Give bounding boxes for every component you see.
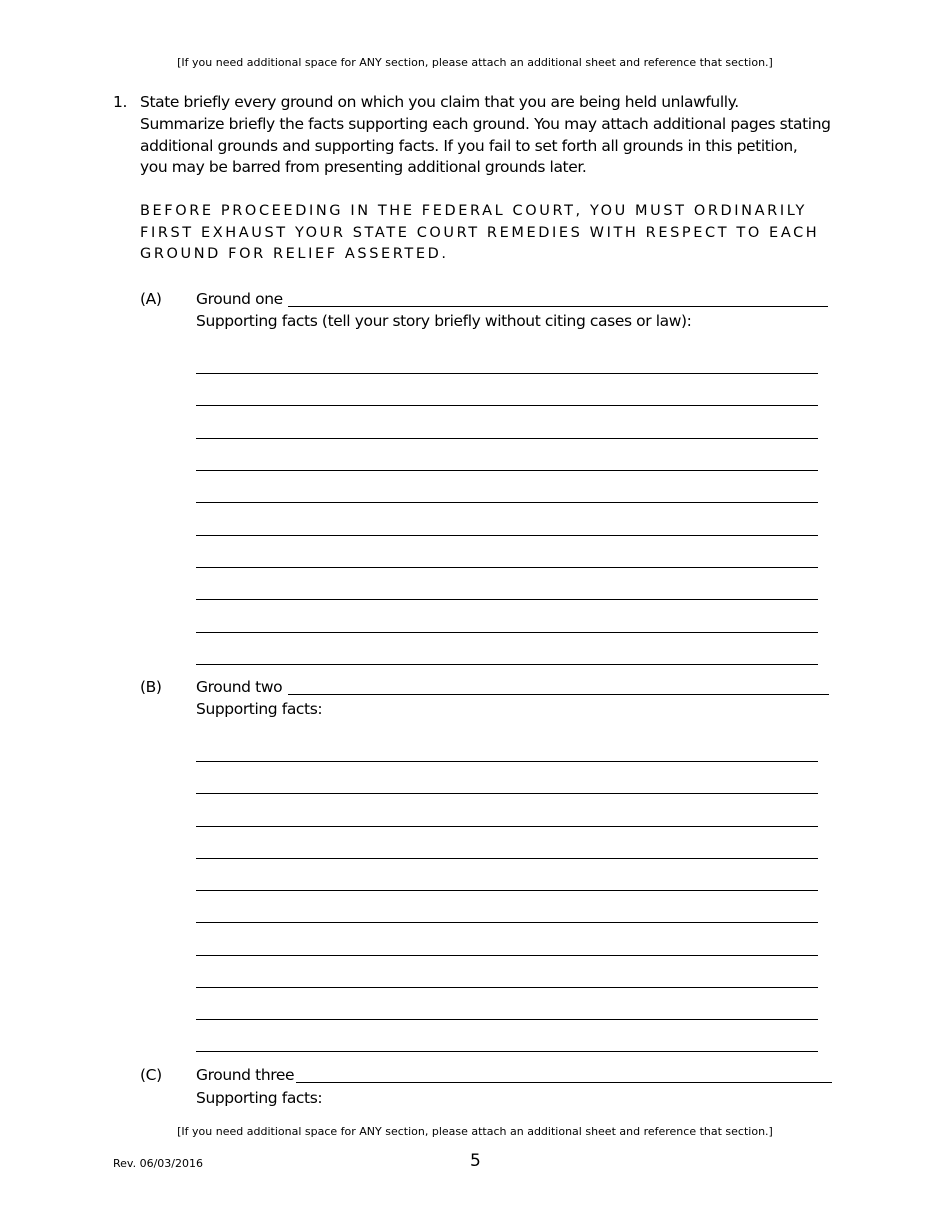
ground-c-supporting-label: Supporting facts:: [196, 1089, 323, 1107]
ground-c-marker: (C): [140, 1066, 162, 1084]
facts-line[interactable]: [196, 535, 818, 536]
item-number: 1.: [113, 93, 127, 111]
top-notice: [If you need additional space for ANY section, please attach an additional sheet and reference that section.]: [177, 56, 773, 69]
ground-b-input-line[interactable]: [288, 694, 829, 695]
bottom-notice: [If you need additional space for ANY section, please attach an additional sheet and reference that section.]: [177, 1125, 773, 1138]
instruction-line: additional grounds and supporting facts. If you fail to set forth all grounds in this petition,: [140, 137, 798, 155]
facts-line[interactable]: [196, 890, 818, 891]
revision-date: Rev. 06/03/2016: [113, 1157, 203, 1170]
ground-b-supporting-label: Supporting facts:: [196, 700, 323, 718]
ground-c-input-line[interactable]: [296, 1082, 832, 1083]
facts-line[interactable]: [196, 405, 818, 406]
facts-line[interactable]: [196, 1051, 818, 1052]
facts-line[interactable]: [196, 599, 818, 600]
facts-line[interactable]: [196, 632, 818, 633]
ground-b-marker: (B): [140, 678, 162, 696]
facts-line[interactable]: [196, 826, 818, 827]
facts-line[interactable]: [196, 987, 818, 988]
warning-line: BEFORE PROCEEDING IN THE FEDERAL COURT, YOU MUST ORDINARILY: [140, 203, 807, 219]
facts-line[interactable]: [196, 664, 818, 665]
facts-line[interactable]: [196, 502, 818, 503]
page-number: 5: [470, 1151, 481, 1171]
facts-line[interactable]: [196, 1019, 818, 1020]
ground-a-input-line[interactable]: [288, 306, 828, 307]
facts-line[interactable]: [196, 793, 818, 794]
warning-line: GROUND FOR RELIEF ASSERTED.: [140, 246, 449, 262]
instruction-line: you may be barred from presenting additional grounds later.: [140, 158, 587, 176]
facts-line[interactable]: [196, 858, 818, 859]
ground-a-label: Ground one: [196, 290, 283, 308]
ground-a-supporting-label: Supporting facts (tell your story briefly without citing cases or law):: [196, 312, 692, 330]
facts-line[interactable]: [196, 373, 818, 374]
facts-line[interactable]: [196, 955, 818, 956]
ground-c-label: Ground three: [196, 1066, 295, 1084]
instruction-line: State briefly every ground on which you claim that you are being held unlawfully.: [140, 93, 739, 111]
instruction-line: Summarize briefly the facts supporting each ground. You may attach additional pages stating: [140, 115, 831, 133]
facts-line[interactable]: [196, 567, 818, 568]
ground-b-label: Ground two: [196, 678, 283, 696]
ground-a-marker: (A): [140, 290, 162, 308]
facts-line[interactable]: [196, 922, 818, 923]
facts-line[interactable]: [196, 438, 818, 439]
facts-line[interactable]: [196, 470, 818, 471]
facts-line[interactable]: [196, 761, 818, 762]
warning-line: FIRST EXHAUST YOUR STATE COURT REMEDIES WITH RESPECT TO EACH: [140, 225, 820, 241]
